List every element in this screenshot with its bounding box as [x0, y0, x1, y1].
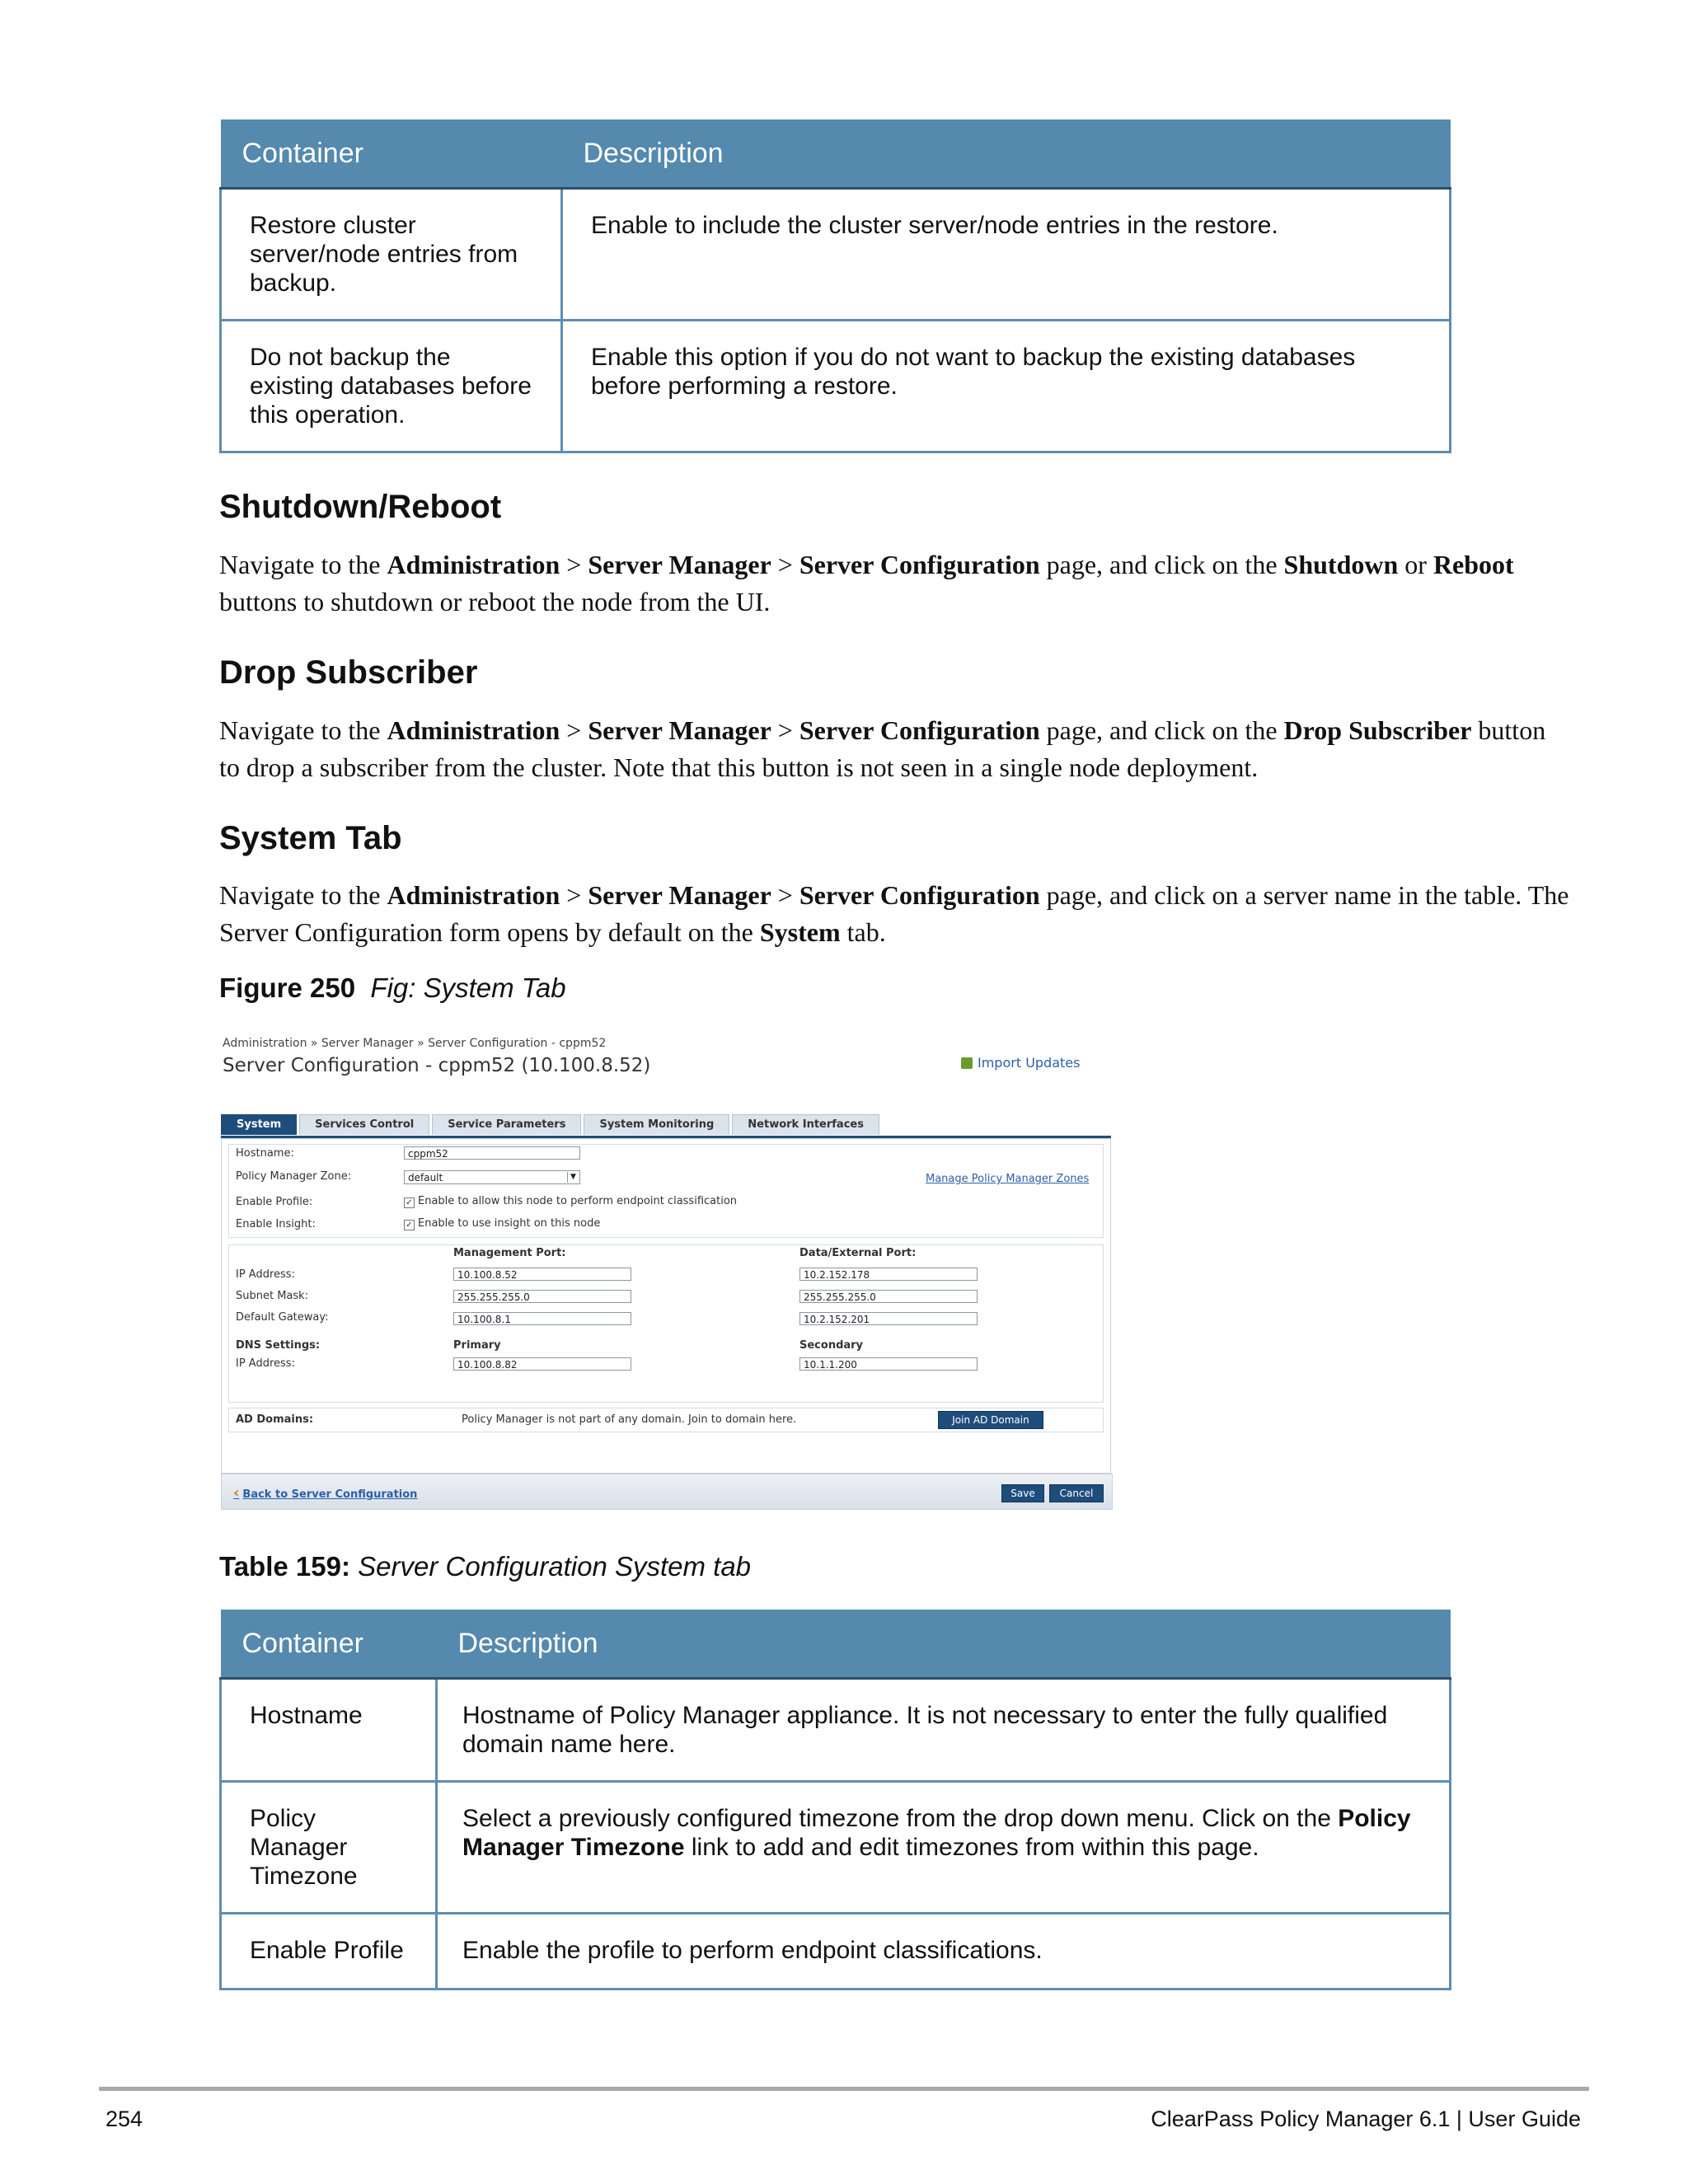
page-title: Server Configuration - cppm52 (10.100.8.52)	[223, 1055, 651, 1076]
cell-description: Hostname of Policy Manager appliance. It is not necessary to enter the fully qualified domain name here.	[437, 1679, 1451, 1782]
hostname-label: Hostname:	[236, 1147, 294, 1160]
tab-system-monitoring[interactable]: System Monitoring	[584, 1114, 729, 1135]
ad-status-text: Policy Manager is not part of any domain. Join to domain here.	[462, 1413, 797, 1426]
cell-container: Hostname	[221, 1679, 437, 1782]
ad-domains-label: AD Domains:	[236, 1413, 314, 1426]
section-heading-system-tab: System Tab	[219, 820, 402, 856]
data-ip-input[interactable]: 10.2.152.178	[799, 1268, 978, 1281]
dns-primary-heading: Primary	[453, 1339, 501, 1352]
management-port-heading: Management Port:	[453, 1247, 566, 1259]
network-block	[228, 1244, 1104, 1403]
data-gateway-input[interactable]: 10.2.152.201	[799, 1312, 978, 1325]
profile-label: Enable Profile:	[236, 1196, 313, 1208]
table-caption: Table 159: Server Configuration System tab	[219, 1551, 752, 1582]
figure-screenshot	[219, 1030, 1118, 1516]
mgmt-gateway-input[interactable]: 10.100.8.1	[453, 1312, 631, 1325]
zone-label: Policy Manager Zone:	[236, 1170, 352, 1183]
data-port-heading: Data/External Port:	[799, 1247, 917, 1259]
section-heading-shutdown: Shutdown/Reboot	[219, 489, 502, 525]
page-number: 254	[106, 2107, 143, 2131]
table-header-description: Description	[562, 120, 1451, 189]
hostname-input[interactable]: cppm52	[404, 1146, 580, 1160]
subnet-mask-label: Subnet Mask:	[236, 1290, 309, 1302]
check-icon: ✓	[404, 1197, 415, 1208]
ad-block	[228, 1408, 1104, 1432]
section-heading-drop-subscriber: Drop Subscriber	[219, 654, 478, 691]
table-header-container: Container	[221, 120, 562, 189]
guide-title: ClearPass Policy Manager 6.1 | User Guide	[1151, 2107, 1581, 2131]
cell-container: Policy Manager Timezone	[221, 1782, 437, 1914]
cell-description: Select a previously configured timezone from the drop down menu. Click on the Policy Manager Timezone link to add and edit timezones from within this page.	[437, 1782, 1451, 1914]
shutdown-paragraph: Navigate to the Administration > Server Manager > Server Configuration page, and click on the Shutdown or Reboot buttons to shutdown or reboot the node from the UI.	[219, 550, 1514, 616]
cell-description: Enable to include the cluster server/node entries in the restore.	[562, 189, 1451, 321]
table-header-container: Container	[221, 1610, 437, 1679]
cell-container: Restore cluster server/node entries from backup.	[221, 189, 562, 321]
dns-primary-input[interactable]: 10.100.8.82	[453, 1357, 631, 1371]
check-icon: ✓	[404, 1220, 415, 1230]
tab-services-control[interactable]: Services Control	[299, 1114, 429, 1135]
form-footer	[221, 1474, 1113, 1510]
system-form	[221, 1138, 1111, 1474]
table-row	[221, 189, 1451, 321]
table-row	[221, 1914, 1451, 1990]
table-row	[221, 321, 1451, 452]
footer-rule	[99, 2087, 1589, 2091]
chevron-down-icon: ▼	[567, 1172, 579, 1183]
table-159	[219, 1610, 1451, 1990]
back-link[interactable]: ‹ Back to Server Configuration	[233, 1484, 418, 1502]
drop-subscriber-paragraph: Navigate to the Administration > Server Manager > Server Configuration page, and click on the Drop Subscriber button to drop a subscriber from the cluster. Note that this button is not seen in a single node deployment.	[219, 715, 1546, 782]
system-tab-paragraph: Navigate to the Administration > Server Manager > Server Configuration page, and click on a server name in the table. The Server Configuration form opens by default on the System tab.	[219, 880, 1569, 947]
tab-system[interactable]: System	[221, 1114, 297, 1135]
cell-description: Enable the profile to perform endpoint classifications.	[437, 1914, 1451, 1990]
import-updates-link[interactable]: Import Updates	[961, 1055, 1080, 1071]
mgmt-ip-input[interactable]: 10.100.8.52	[453, 1268, 631, 1281]
general-block	[228, 1144, 1104, 1238]
table-row	[221, 1782, 1451, 1914]
data-subnet-input[interactable]: 255.255.255.0	[799, 1290, 978, 1303]
tab-network-interfaces[interactable]: Network Interfaces	[732, 1114, 879, 1135]
dns-secondary-heading: Secondary	[799, 1339, 864, 1352]
import-icon	[961, 1057, 973, 1069]
join-ad-domain-button[interactable]: Join AD Domain	[938, 1411, 1043, 1429]
tab-bar	[221, 1114, 879, 1136]
table-header-description: Description	[437, 1610, 1451, 1679]
breadcrumb: Administration » Server Manager » Server Configuration - cppm52	[223, 1037, 607, 1050]
save-button[interactable]: Save	[1001, 1484, 1044, 1502]
insight-label: Enable Insight:	[236, 1218, 316, 1230]
top-table	[219, 120, 1451, 453]
back-arrow-icon: ‹	[233, 1484, 240, 1502]
table-row	[221, 1679, 1451, 1782]
dns-secondary-input[interactable]: 10.1.1.200	[799, 1357, 978, 1371]
dns-settings-label: DNS Settings:	[236, 1339, 321, 1352]
profile-checkbox[interactable]: ✓ Enable to allow this node to perform endpoint classification	[404, 1195, 737, 1208]
default-gateway-label: Default Gateway:	[236, 1311, 329, 1324]
dns-ip-address-label: IP Address:	[236, 1357, 295, 1370]
cancel-button[interactable]: Cancel	[1049, 1484, 1104, 1502]
zone-select[interactable]: default ▼	[404, 1170, 580, 1184]
ip-address-label: IP Address:	[236, 1268, 295, 1281]
tab-service-parameters[interactable]: Service Parameters	[432, 1114, 581, 1135]
mgmt-subnet-input[interactable]: 255.255.255.0	[453, 1290, 631, 1303]
cell-container: Enable Profile	[221, 1914, 437, 1990]
cell-description: Enable this option if you do not want to backup the existing databases before performing a restore.	[562, 321, 1451, 452]
figure-caption: Figure 250 Fig: System Tab	[219, 972, 566, 1003]
cell-container: Do not backup the existing databases before this operation.	[221, 321, 562, 452]
manage-zones-link[interactable]: Manage Policy Manager Zones	[926, 1173, 1090, 1185]
insight-checkbox[interactable]: ✓ Enable to use insight on this node	[404, 1217, 600, 1230]
